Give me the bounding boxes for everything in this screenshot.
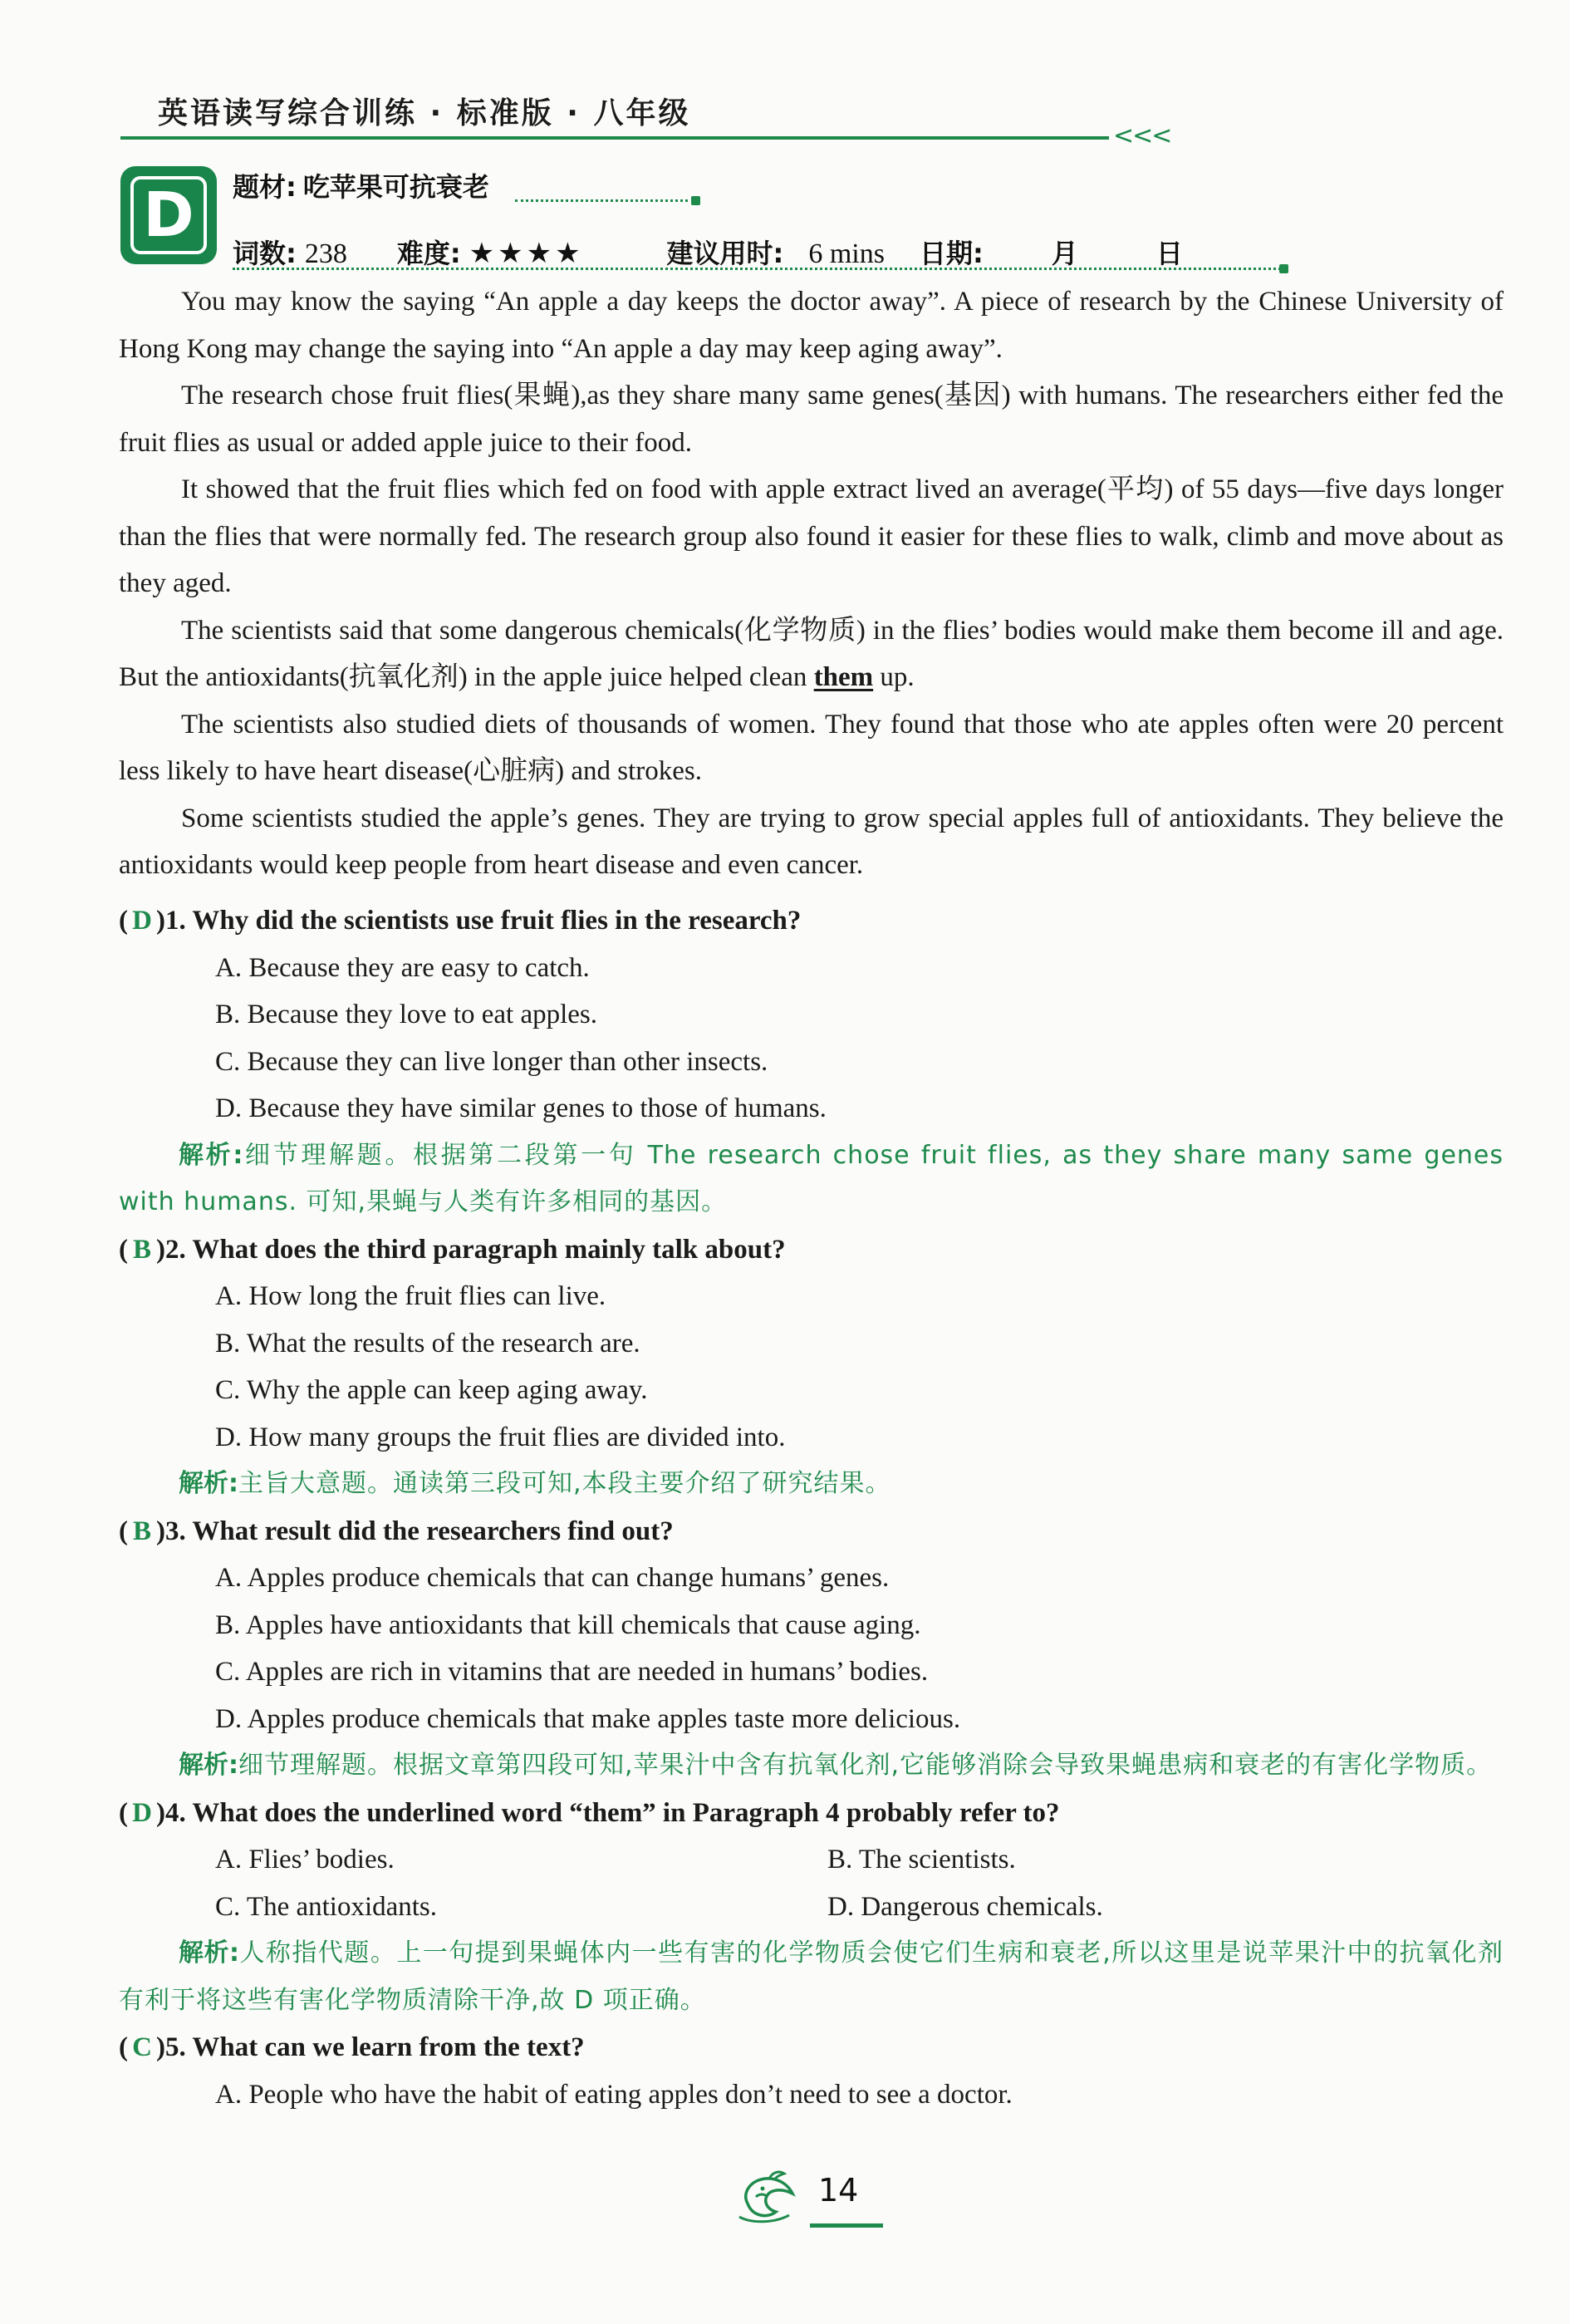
topic-row [233,166,489,204]
passage-paragraph-6: Some scientists studied the apple’s genes. They are trying to grow special apples full of antioxidants. They believe the antioxidants would keep people from heart disease and even cancer. [119,803,1504,880]
passage-paragraph-1: You may know the saying “An apple a day keeps the doctor away”. A piece of research by the Chinese University of Hong Kong may change the saying into “An apple a day may keep aging away”. [119,287,1504,364]
time-label: 建议用时: [666,238,784,269]
paragraph-4-text-after: up. [873,662,915,692]
page-number: 14 [818,2172,859,2209]
answer-choice: C [132,2032,152,2062]
option-a: A. How long the fruit flies can live. [215,1281,606,1311]
answer-choice: D [132,1797,152,1828]
paragraph-4-text-before: The scientists said that some dangerous chemicals(化学物质) in the flies’ bodies would make them become ill and age. But the antioxidants(抗氧化剂) in the apple juice helped clean [119,615,1504,692]
question-4 [119,1790,1504,2025]
option-d: D. Dangerous chemicals. [827,1891,1103,1922]
question-stem: ( D )4. What does the underlined word “them” in Paragraph 4 probably refer to? [119,1790,1504,1837]
option-d: D. Because they have similar genes to those of humans. [215,1093,827,1123]
option-a: A. Apples produce chemicals that can change humans’ genes. [215,1563,890,1593]
time-value: 6 mins [808,238,885,269]
question-text: 1. Why did the scientists use fruit flies in the research? [165,906,802,936]
option-c: C. Because they can live longer than other insects. [215,1046,768,1077]
answer-choice: B [132,1234,151,1265]
option-b: B. The scientists. [827,1845,1016,1874]
option-b: B. Apples have antioxidants that kill chemicals that cause aging. [215,1609,921,1640]
option-b: B. Because they love to eat apples. [215,1000,598,1029]
question-text: 2. What does the third paragraph mainly talk about? [165,1234,786,1265]
day-label: 日 [1155,238,1183,269]
reading-passage [119,278,1504,889]
answer-choice: B [132,1516,151,1546]
passage-paragraph-4 [119,607,1504,701]
option-c: C. Apples are rich in vitamins that are needed in humans’ bodies. [215,1657,929,1687]
question-5 [119,2024,1504,2118]
analysis [119,1742,1504,1790]
option-d: D. How many groups the fruit flies are divided into. [215,1422,786,1452]
analysis [119,1133,1504,1226]
series-title: 英语读写综合训练 · 标准版 · 八年级 [158,96,691,130]
question-2 [119,1226,1504,1508]
answer-choice: D [132,906,152,936]
question-1 [119,897,1504,1226]
question-stem: ( C )5. What can we learn from the text? [119,2024,1504,2071]
questions-section [119,897,1504,2118]
option-b: B. What the results of the research are. [215,1328,640,1359]
question-stem: ( B )2. What does the third paragraph mainly talk about? [119,1226,1504,1274]
difficulty-stars: ★★★★ [469,238,584,269]
difficulty-label: 难度: [396,238,461,269]
option-c: C. The antioxidants. [215,1891,438,1922]
analysis [119,1461,1504,1508]
question-stem: ( B )3. What result did the researchers find out? [119,1508,1504,1555]
question-text: 3. What result did the researchers find out? [165,1516,674,1546]
analysis-label: 解析: [179,1140,243,1170]
analysis-label: 解析: [179,1469,238,1498]
analysis-label: 解析: [179,1751,238,1780]
option-c: C. Why the apple can keep aging away. [215,1375,648,1405]
analysis [119,1930,1504,2024]
question-stem: ( D )1. Why did the scientists use fruit flies in the research? [119,897,1504,945]
option-d: D. Apples produce chemicals that make apples taste more delicious. [215,1703,961,1734]
topic-dotted-line [515,199,694,202]
options-grid [215,1836,1504,1930]
date-label: 日期: [919,238,984,269]
info-dot-end [1279,264,1288,273]
section-badge [120,166,217,264]
analysis-label: 解析: [179,1938,239,1968]
topic-dot-end [691,196,700,205]
analysis-text: 主旨大意题。通读第三段可知,本段主要介绍了研究结果。 [238,1469,891,1498]
analysis-text: 人称指代题。上一句提到果蝇体内一些有害的化学物质会使它们生病和衰老,所以这里是说苹果汁中的抗氧化剂有利于将这些有害化学物质清除干净,故 D 项正确。 [119,1938,1504,2015]
footer-rule [810,2223,883,2228]
word-count-value: 238 [304,238,347,269]
option-a: A. Because they are easy to catch. [215,952,590,983]
header-arrows-icon: <<< [1113,121,1171,150]
option-a: A. Flies’ bodies. [215,1845,395,1874]
passage-paragraph-2: The research chose fruit flies(果蝇),as they share many same genes(基因) with humans. The researchers either fed the fruit flies as usual or added apple juice to their food. [119,381,1504,458]
option-a: A. People who have the habit of eating apples don’t need to see a doctor. [215,2079,1013,2110]
question-text: 5. What can we learn from the text? [165,2032,585,2062]
analysis-text: 细节理解题。根据第二段第一句 The research chose fruit flies, as they share many same genes with humans. 可知,果蝇与人类有许多相同的基因。 [119,1140,1504,1216]
topic-value: 吃苹果可抗衰老 [302,171,489,203]
question-text: 4. What does the underlined word “them” in Paragraph 4 probably refer to? [165,1797,1060,1828]
section-badge-letter: D [130,176,207,254]
word-count-label: 词数: [233,238,297,269]
topic-label: 题材: [233,171,297,203]
passage-paragraph-3: It showed that the fruit flies which fed on food with apple extract lived an average(平均) of 55 days—five days longer than the flies that were normally fed. The research group also found it easier for these flies to walk, climb and move about as they aged. [119,474,1504,598]
analysis-text: 细节理解题。根据文章第四段可知,苹果汁中含有抗氧化剂,它能够消除会导致果蝇患病和衰老的有害化学物质。 [238,1751,1493,1780]
info-row [233,233,1183,271]
header-rule [120,136,1109,140]
passage-paragraph-5: The scientists also studied diets of thousands of women. They found that those who ate apples often were 20 percent less likely to have heart disease(心脏病) and strokes. [119,709,1504,786]
month-label: 月 [1051,238,1078,269]
info-dotted-line [233,268,1281,270]
dolphin-logo-icon [731,2169,806,2227]
question-3 [119,1508,1504,1790]
underlined-word-them: them [813,662,874,692]
